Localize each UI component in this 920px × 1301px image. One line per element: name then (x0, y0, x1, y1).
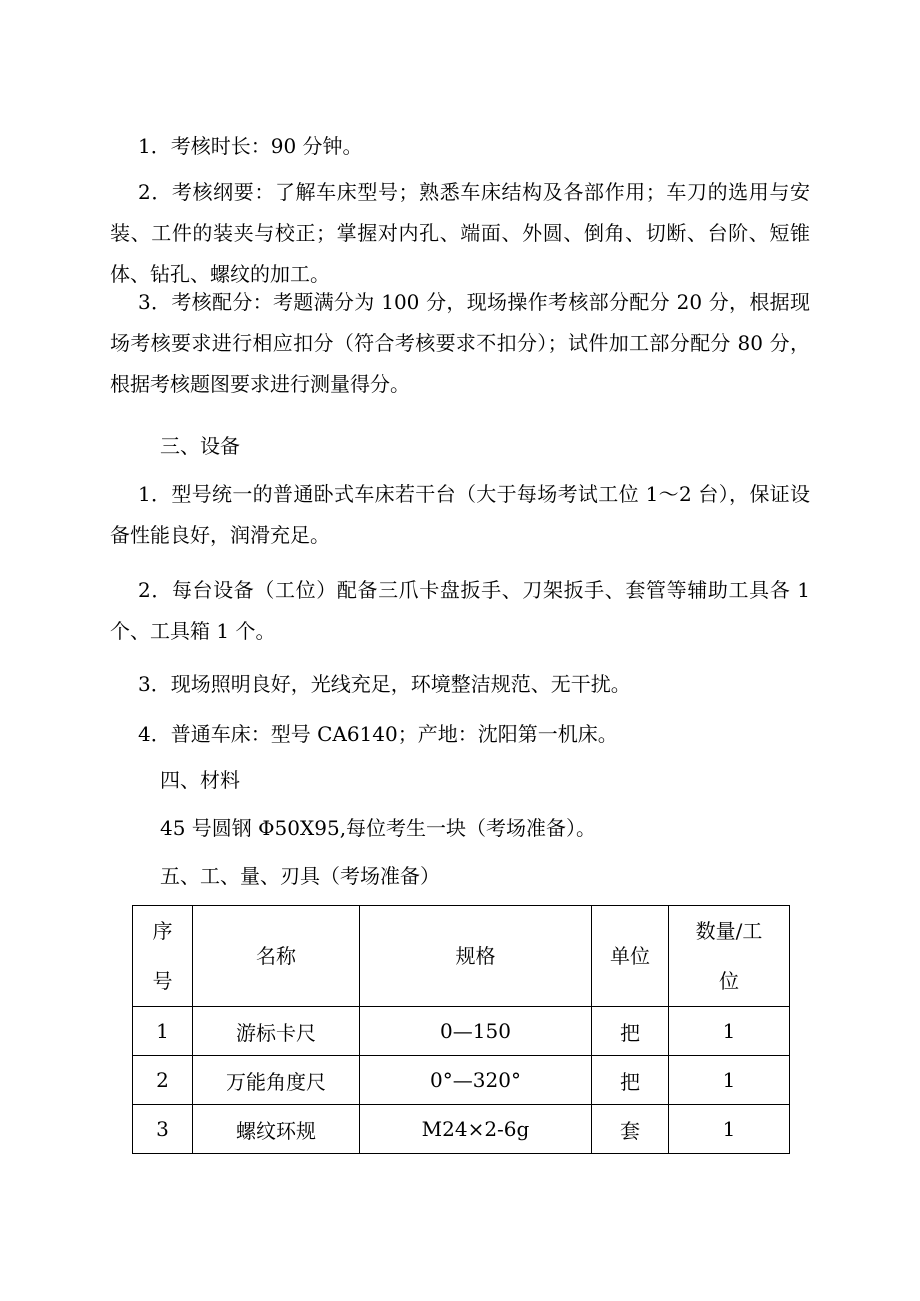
header-seq (133, 906, 193, 1007)
equipment-item-2: 2．每台设备（工位）配备三爪卡盘扳手、刀架扳手、套管等辅助工具各 1 个、工具箱 1 个。 (110, 578, 810, 643)
table-header-row (133, 906, 790, 1007)
cell-unit: 套 (592, 1105, 669, 1154)
section-tools-heading: 五、工、量、刃具（考场准备） (160, 864, 440, 888)
equipment-item-3: 3．现场照明良好，光线充足，环境整洁规范、无干扰。 (138, 672, 631, 696)
section-material-heading: 四、材料 (160, 768, 240, 792)
table-row (133, 1007, 790, 1056)
cell-seq: 3 (133, 1105, 193, 1154)
header-unit: 单位 (592, 906, 669, 1007)
header-name: 名称 (193, 906, 360, 1007)
cell-qty: 1 (669, 1007, 790, 1056)
cell-spec: 0—150 (360, 1007, 592, 1056)
exam-duration: 1．考核时长：90 分钟。 (138, 134, 363, 158)
equipment-item-4: 4．普通车床：型号 CA6140；产地：沈阳第一机床。 (138, 722, 618, 746)
cell-qty: 1 (669, 1105, 790, 1154)
equipment-item-1: 1．型号统一的普通卧式车床若干台（大于每场考试工位 1～2 台），保证设备性能良好，润滑充足。 (110, 482, 810, 547)
header-seq-line1: 序 (152, 919, 173, 943)
header-spec: 规格 (360, 906, 592, 1007)
cell-seq: 2 (133, 1056, 193, 1105)
cell-name: 万能角度尺 (193, 1056, 360, 1105)
cell-spec: M24×2-6g (360, 1105, 592, 1154)
material-description: 45 号圆钢 Φ50X95,每位考生一块（考场准备）。 (160, 816, 597, 840)
exam-outline: 2．考核纲要：了解车床型号；熟悉车床结构及各部作用；车刀的选用与安装、工件的装夹与校正；掌握对内孔、端面、外圆、倒角、切断、台阶、短锥体、钻孔、螺纹的加工。 (110, 180, 810, 286)
table-row (133, 1056, 790, 1105)
cell-name: 游标卡尺 (193, 1007, 360, 1056)
cell-qty: 1 (669, 1056, 790, 1105)
tools-table (132, 905, 790, 1154)
cell-spec: 0°—320° (360, 1056, 592, 1105)
cell-unit: 把 (592, 1007, 669, 1056)
header-qty (669, 906, 790, 1007)
exam-scoring: 3．考核配分：考题满分为 100 分，现场操作考核部分配分 20 分，根据现场考核要求进行相应扣分（符合考核要求不扣分）；试件加工部分配分 80 分，根据考核题图要求进行测量得分。 (110, 290, 810, 396)
table-row (133, 1105, 790, 1154)
header-seq-line2: 号 (152, 969, 173, 993)
header-qty-line2: 位 (719, 969, 739, 993)
cell-seq: 1 (133, 1007, 193, 1056)
cell-unit: 把 (592, 1056, 669, 1105)
header-qty-line1: 数量/工 (695, 919, 763, 943)
section-equipment-heading: 三、设备 (160, 434, 240, 458)
cell-name: 螺纹环规 (193, 1105, 360, 1154)
